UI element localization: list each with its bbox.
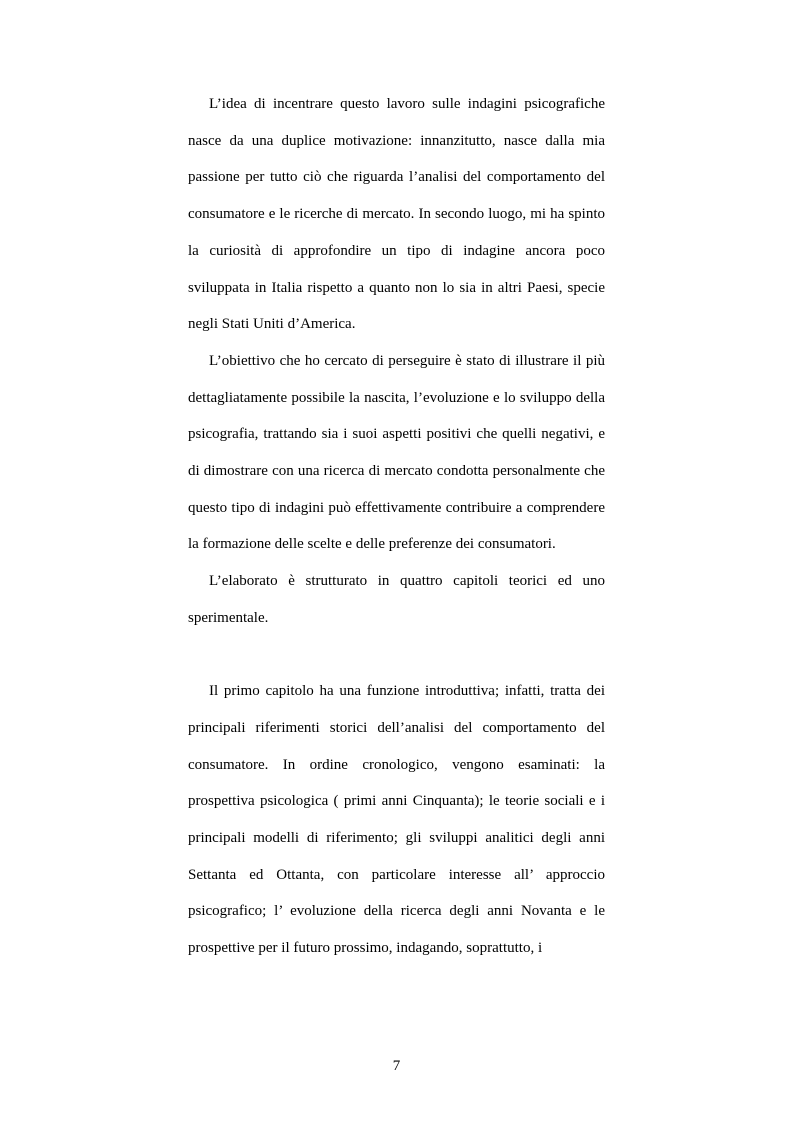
paragraph-spacer — [188, 637, 605, 674]
paragraph-motivation: L’idea di incentrare questo lavoro sulle indagini psicografiche nasce da una duplice motivazione: innanzitutto, nasce dalla mia passione per tutto ciò che riguarda l’analisi del comportamento del consumatore e le ricerche di mercato. In secondo luogo, mi ha spinto la curiosità di approfondire un tipo di indagine ancora poco sviluppata in Italia rispetto a quanto non lo sia in altri Paesi, specie negli Stati Uniti d’America. — [188, 96, 605, 333]
paragraph-structure: L’elaborato è strutturato in quattro capitoli teorici ed uno sperimentale. — [188, 573, 605, 626]
paragraph-first-chapter: Il primo capitolo ha una funzione introduttiva; infatti, tratta dei principali riferimenti storici dell’analisi del comportamento del consumatore. In ordine cronologico, vengono esaminati: la prospettiva psicologica ( primi anni Cinquanta); le teorie sociali e i principali modelli di riferimento; gli sviluppi analitici degli anni Settanta ed Ottanta, con particolare interesse all’ approccio psicografico; l’ evoluzione della ricerca degli anni Novanta e le prospettive per il futuro prossimo, indagando, soprattutto, i — [188, 683, 605, 957]
paragraph-objective: L’obiettivo che ho cercato di perseguire è stato di illustrare il più dettagliatamente possibile la nascita, l’evoluzione e lo sviluppo della psicografia, trattando sia i suoi aspetti positivi che quelli negativi, e di dimostrare con una ricerca di mercato condotta personalmente che questo tipo di indagini può effettivamente contribuire a comprendere la formazione delle scelte e delle preferenze dei consumatori. — [188, 352, 605, 553]
body-text — [188, 86, 605, 967]
page-number: 7 — [392, 1058, 401, 1074]
